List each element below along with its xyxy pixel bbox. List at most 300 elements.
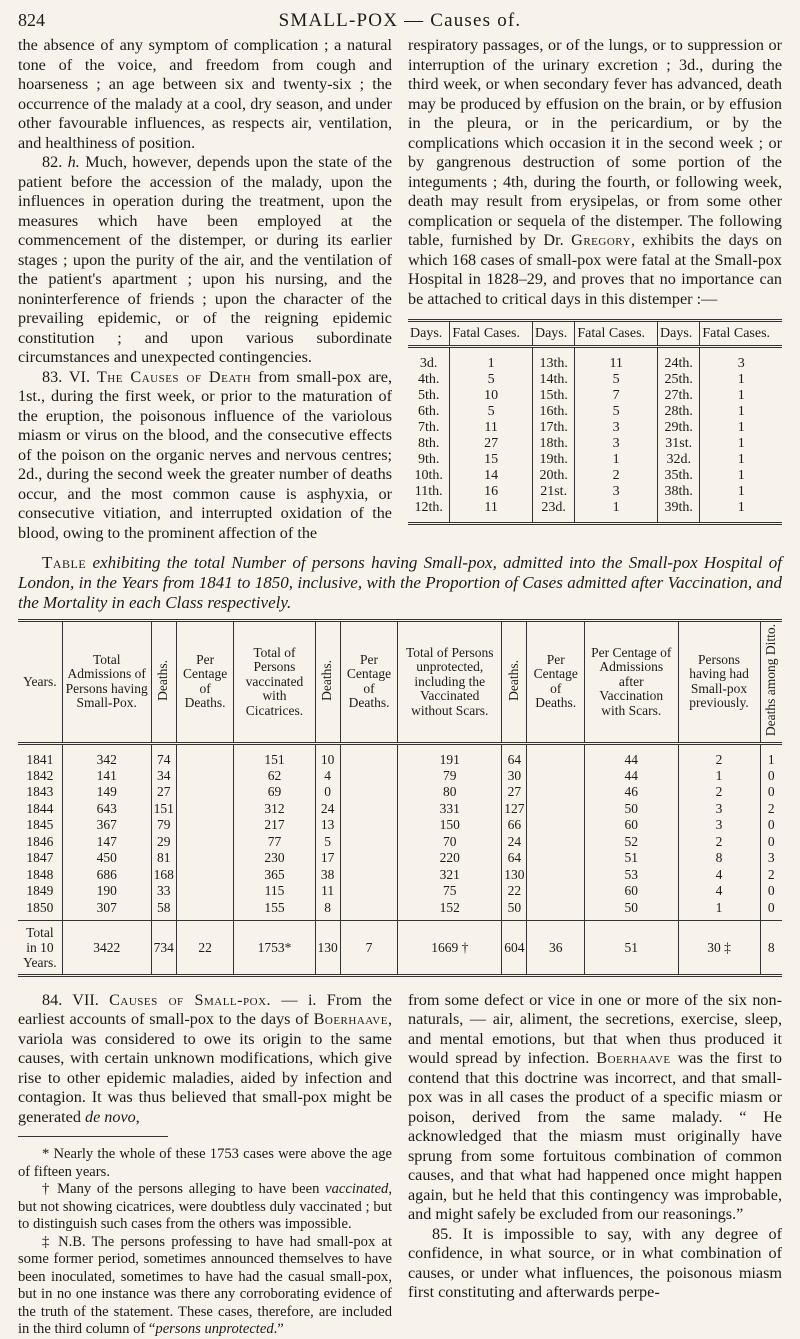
table-cell: 321 [398, 867, 502, 884]
table-cell: 15th. [532, 388, 574, 404]
table-cell: 1 [678, 768, 760, 785]
rotated-header-label: Deaths. [155, 659, 171, 701]
table-cell: 4 [678, 867, 760, 884]
table-cell: 127 [502, 801, 527, 818]
latin-term: de novo [84, 1107, 136, 1126]
table-cell [340, 784, 398, 801]
section-number: 83. VI. [42, 367, 90, 386]
table-cell: 5 [575, 372, 658, 388]
table-cell: Total in 10 Years. [18, 920, 62, 975]
table-cell [340, 743, 398, 768]
paragraph-text: was the first to contend that this doctrine was incorrect, and that small-pox was in all cases the product of a specific miasm or poison, derived from the same malady. “ He acknowledged that the miasm must originally have sprung from some fortuitous combination of common causes, and that what had happened once might happen again, but he held that this contingency was improbable, and might safely be excluded from our reasonings.” [408, 1049, 783, 1224]
section-heading: Causes of Small-pox. [109, 990, 272, 1009]
table-row [408, 500, 782, 524]
table-row [408, 452, 782, 468]
table-caption [18, 553, 782, 613]
table-row [18, 867, 782, 884]
footnote-1: * Nearly the whole of these 1753 cases were above the age of fifteen years. [18, 1146, 392, 1180]
admissions-table [18, 619, 782, 977]
table-row [408, 436, 782, 452]
column-header: Per Centage of Deaths. [176, 621, 234, 744]
table-cell: 11 [450, 420, 533, 436]
caption-head: Table [42, 553, 87, 572]
table-cell: 2 [767, 866, 775, 882]
table-cell: 307 [62, 900, 151, 921]
table-cell: 46 [584, 784, 678, 801]
table-cell: 7th. [408, 420, 450, 436]
table-cell: 10 [315, 743, 340, 768]
table-cell: 50 [584, 900, 678, 921]
table-cell: 1 [737, 436, 745, 451]
table-cell [340, 900, 398, 921]
author-name: Boerhaave [596, 1049, 671, 1068]
table-cell: 17 [315, 850, 340, 867]
table-cell: 4 [678, 883, 760, 900]
table-cell: 367 [62, 817, 151, 834]
table-cell: 1841 [18, 743, 62, 768]
table-cell: 450 [62, 850, 151, 867]
top-columns [18, 36, 782, 543]
table-cell: 365 [234, 867, 315, 884]
table-cell: 1850 [18, 900, 62, 921]
table-cell: 1846 [18, 834, 62, 851]
table-cell: 2 [575, 468, 658, 484]
table-header-row [408, 321, 782, 347]
table-cell: 152 [398, 900, 502, 921]
table-row [408, 404, 782, 420]
paragraph-text: It is impossible to say, with any degree of confidence, in what source, or in what combination of causes, or under what influences, the poisonous miasm first constituting and afterwards perpe- [408, 1224, 783, 1302]
table-cell: 2 [678, 834, 760, 851]
table-cell: 8th. [408, 436, 450, 452]
column-header [315, 621, 340, 744]
table-cell: 25th. [658, 372, 700, 388]
table-cell: 0 [767, 833, 775, 849]
table-cell: 66 [502, 817, 527, 834]
table-cell: 0 [767, 899, 775, 915]
table-cell: 604 [502, 920, 527, 975]
table-cell: 3422 [62, 920, 151, 975]
footnote-italic: persons unprotected [155, 1321, 274, 1338]
column-header: Fatal Cases. [700, 321, 782, 347]
table-cell [340, 867, 398, 884]
author-name: Boerhaave [313, 1010, 388, 1029]
table-cell: 1 [737, 484, 745, 499]
table-cell [340, 768, 398, 785]
table-cell: 1849 [18, 883, 62, 900]
table-cell: 130 [315, 920, 340, 975]
rotated-header-label: Deaths. [319, 659, 335, 701]
column-header: Fatal Cases. [575, 321, 658, 347]
table-row [18, 883, 782, 900]
table-cell: 3d. [408, 347, 450, 373]
table-cell: 149 [62, 784, 151, 801]
table-cell: 115 [234, 883, 315, 900]
table-cell [176, 801, 234, 818]
column-header: Per Centage of Deaths. [527, 621, 585, 744]
bottom-columns [18, 991, 782, 1339]
table-cell: 79 [398, 768, 502, 785]
paragraph-text: from small-pox are, 1st., during the first week, or prior to the maturation of the eruption, the poisonous influence of the variolous miasm or virus on the blood, and the consecutive effects of the poison on the organic nerves and nervous centres; 2d., during the second week the greater number of deaths occur, and the most common cause is asphyxia, or consecutive vitiation, and interrupted oxidation of the blood, owing to the prominent affection of the [18, 367, 393, 542]
table-row [408, 420, 782, 436]
table-cell [176, 883, 234, 900]
table-cell: 220 [398, 850, 502, 867]
table-cell: 11 [575, 347, 658, 373]
table-cell: 1 [678, 900, 760, 921]
table-row [18, 768, 782, 785]
table-cell: 1 [767, 751, 775, 767]
table-cell: 11 [315, 883, 340, 900]
table-cell: 17th. [532, 420, 574, 436]
table-cell: 3 [575, 484, 658, 500]
table-body [18, 743, 782, 975]
table-cell: 11 [450, 500, 533, 524]
section-heading: The Causes of Death [96, 367, 252, 386]
table-cell: 11th. [408, 484, 450, 500]
column-header [760, 621, 782, 744]
table-cell: 16 [450, 484, 533, 500]
table-cell [176, 817, 234, 834]
table-cell: 155 [234, 900, 315, 921]
table-cell: 19th. [532, 452, 574, 468]
table-cell: 22 [176, 920, 234, 975]
rotated-header-label: Deaths. [506, 659, 522, 701]
table-cell: 24 [502, 834, 527, 851]
table-cell: 33 [151, 883, 176, 900]
table-cell: 190 [62, 883, 151, 900]
table-cell: 1 [737, 452, 745, 467]
paragraph [408, 991, 782, 1225]
table-cell: 3 [575, 436, 658, 452]
table-cell: 75 [398, 883, 502, 900]
table-cell [340, 883, 398, 900]
footnote-rule [18, 1136, 168, 1137]
table-cell: 60 [584, 817, 678, 834]
table-cell: 141 [62, 768, 151, 785]
table-cell: 27 [151, 784, 176, 801]
paragraph-text: Much, however, depends upon the state of the patient before the accession of the malady, upon the influences in operation during the treatment, upon the measures which have been employed at the commencement of the distemper, or during its earlier stages ; upon the purity of the air, and the ventilation of the patient's apartment ; upon his nursing, and the noninterference of friends ; upon the character of the prevailing epidemic, or of the reigning epidemic constitution ; and upon various subordinate circumstances and unexpected contingencies. [18, 153, 393, 366]
table-cell: 38th. [658, 484, 700, 500]
table-cell: 30 ‡ [678, 920, 760, 975]
table-cell [527, 850, 585, 867]
table-cell: 27 [502, 784, 527, 801]
table-cell: 151 [151, 801, 176, 818]
table-cell: 3 [767, 850, 775, 866]
table-row [18, 784, 782, 801]
table-cell: 5th. [408, 388, 450, 404]
table-cell: 10th. [408, 468, 450, 484]
table-cell [527, 834, 585, 851]
table-header-row [18, 621, 782, 744]
table-cell: 643 [62, 801, 151, 818]
table-cell: 29th. [658, 420, 700, 436]
table-row [18, 850, 782, 867]
paragraph: the absence of any symptom of complication ; a natural tone of the voice, and freedom from cough and hoarseness ; an age between six and twenty-six ; the occurrence of the malady at a cool, dry season, and under other favourable influences, as respects air, ventilation, and healthiness of position. [18, 36, 392, 152]
table-cell: 27 [450, 436, 533, 452]
paragraph-85 [408, 1225, 782, 1303]
table-cell: 686 [62, 867, 151, 884]
column-header: Persons having had Small-pox previously. [678, 621, 760, 744]
table-cell: 1 [575, 500, 658, 524]
table-cell: 1843 [18, 784, 62, 801]
table-cell: 39th. [658, 500, 700, 524]
table-body [408, 347, 782, 524]
table-cell [176, 900, 234, 921]
table-cell: 6th. [408, 404, 450, 420]
table-cell: 50 [584, 801, 678, 818]
table-cell: 15 [450, 452, 533, 468]
table-cell: 5 [450, 404, 533, 420]
table-cell: 18th. [532, 436, 574, 452]
table-cell: 14th. [532, 372, 574, 388]
table-cell: 2 [767, 800, 775, 816]
table-cell: 3 [678, 817, 760, 834]
table-row [408, 388, 782, 404]
table-cell: 51 [584, 850, 678, 867]
paragraph-text: respiratory passages, or of the lungs, or to suppression or interruption of the urinary excretion ; 3d., during the third week, or when secondary fever has advanced, death may be produced by effusion on the brain, or by effusion in the pleura, or in the pericardium, or by the complications which occasion it in the second week ; or by gangrenous destruction of some portion of the integuments ; 4th, during the fourth, or following week, death may result from erysipelas, or from some other complication or sequela of the distemper. The following table, furnished by Dr. [408, 36, 782, 249]
section-number: 84. VII. [42, 990, 99, 1009]
table-cell: 12th. [408, 500, 450, 524]
table-cell: 1842 [18, 768, 62, 785]
table-cell: 3 [678, 801, 760, 818]
column-header [502, 621, 527, 744]
table-cell: 0 [767, 883, 775, 899]
table-cell: 74 [151, 743, 176, 768]
table-cell: 1 [737, 372, 745, 387]
table-cell: 81 [151, 850, 176, 867]
table-cell [176, 768, 234, 785]
table-row [408, 372, 782, 388]
table-cell: 31st. [658, 436, 700, 452]
table-cell [527, 784, 585, 801]
table-cell [340, 850, 398, 867]
section-number: 85. [432, 1224, 453, 1243]
table-cell: 1 [737, 404, 745, 419]
table-row [408, 347, 782, 373]
table-cell: 168 [151, 867, 176, 884]
footnote-italic: vaccinated [325, 1181, 389, 1198]
table-cell: 3 [737, 356, 745, 371]
table-cell [340, 801, 398, 818]
table-cell: 7 [340, 920, 398, 975]
footnote-text: .” [273, 1321, 284, 1338]
footnote-text: , but not showing cicatrices, were doubtless duly vaccinated ; but to distinguish such cases from the others was impossible. [18, 1181, 393, 1233]
table-cell: 30 [502, 768, 527, 785]
table-row [18, 834, 782, 851]
table-cell: 9th. [408, 452, 450, 468]
table-cell: 8 [760, 920, 782, 975]
column-header [151, 621, 176, 744]
table-cell: 27th. [658, 388, 700, 404]
footnote-text: † Many of the persons alleging to have been [42, 1181, 320, 1198]
table-cell: 1848 [18, 867, 62, 884]
punctuation: , [135, 1107, 140, 1126]
table-cell: 1 [737, 420, 745, 435]
table-cell: 14 [450, 468, 533, 484]
table-cell: 734 [151, 920, 176, 975]
paragraph-84 [18, 991, 392, 1128]
column-header: Total Admissions of Persons having Small-Pox. [62, 621, 151, 744]
caption-text: exhibiting the total Number of persons having Small-pox, admitted into the Small-pox Hospital of London, in the Years from 1841 to 1850, inclusive, with the Proportion of Cases admitted after Vaccination, and the Mortality in each Class respectively. [18, 553, 783, 612]
table-cell: 24 [315, 801, 340, 818]
page-header [18, 10, 782, 36]
table-cell: 58 [151, 900, 176, 921]
table-cell: 1 [737, 468, 745, 483]
table-cell [176, 784, 234, 801]
table-cell: 4th. [408, 372, 450, 388]
table-cell: 77 [234, 834, 315, 851]
author-name: Gregory [571, 231, 631, 249]
table-cell: 150 [398, 817, 502, 834]
table-cell: 52 [584, 834, 678, 851]
table-cell: 38 [315, 867, 340, 884]
table-cell: 8 [678, 850, 760, 867]
table-cell: 1 [575, 452, 658, 468]
table-cell: 1845 [18, 817, 62, 834]
column-header: Per Centage of Admissions after Vaccination with Scars. [584, 621, 678, 744]
table-cell: 147 [62, 834, 151, 851]
table-cell [527, 801, 585, 818]
table-row [18, 801, 782, 818]
table-cell: 79 [151, 817, 176, 834]
table-cell [527, 867, 585, 884]
table-cell: 0 [767, 817, 775, 833]
table-cell: 51 [584, 920, 678, 975]
left-column [18, 36, 392, 543]
table-cell: 217 [234, 817, 315, 834]
table-cell: 13 [315, 817, 340, 834]
footnote-3 [18, 1234, 392, 1339]
table-cell: 1753* [234, 920, 315, 975]
table-cell: 10 [450, 388, 533, 404]
table-row [18, 743, 782, 768]
table-cell [176, 743, 234, 768]
table-row [18, 817, 782, 834]
table-cell: 80 [398, 784, 502, 801]
table-cell: 64 [502, 743, 527, 768]
table-cell: 64 [502, 850, 527, 867]
table-cell: 1 [737, 388, 745, 403]
table-cell [527, 900, 585, 921]
table-cell: 5 [575, 404, 658, 420]
running-title: SMALL-POX — Causes of. [278, 10, 522, 31]
table-row [408, 484, 782, 500]
bottom-left-column [18, 991, 392, 1339]
paragraph-text: from some defect or vice in one or more of the six non-naturals, — air, aliment, the secretions, exercise, sleep, and mental emotions, but that when thus produced it would spread by infection. [408, 990, 782, 1068]
table-cell [527, 743, 585, 768]
table-cell: 23d. [532, 500, 574, 524]
table-cell: 312 [234, 801, 315, 818]
table-cell: 7 [575, 388, 658, 404]
table-cell: 1 [700, 500, 782, 524]
table-cell: 29 [151, 834, 176, 851]
table-row [408, 468, 782, 484]
table-cell: 1669 † [398, 920, 502, 975]
table-cell: 130 [502, 867, 527, 884]
bottom-right-column [408, 991, 782, 1339]
section-letter: h. [67, 153, 80, 171]
paragraph [408, 36, 782, 309]
table-cell: 50 [502, 900, 527, 921]
table-cell [340, 834, 398, 851]
table-cell: 44 [584, 743, 678, 768]
table-cell: 13th. [532, 347, 574, 373]
table-cell: 230 [234, 850, 315, 867]
rotated-header-label: Deaths among Ditto. [763, 624, 778, 737]
table-cell: 20th. [532, 468, 574, 484]
table-cell: 0 [315, 784, 340, 801]
table-cell [176, 867, 234, 884]
paragraph-82 [18, 153, 392, 368]
table-cell: 151 [234, 743, 315, 768]
table-cell: 331 [398, 801, 502, 818]
column-header: Per Centage of Deaths. [340, 621, 398, 744]
table-cell [527, 883, 585, 900]
table-cell: 34 [151, 768, 176, 785]
paragraph-text: , exhibits the days on which 168 cases of small-pox were fatal at the Small-pox Hospital in 1828–29, and proves that no importance can be attached to critical days in this distemper :— [408, 231, 782, 308]
column-header: Days. [408, 321, 450, 347]
table-cell: 62 [234, 768, 315, 785]
column-header: Fatal Cases. [450, 321, 533, 347]
column-header: Total of Persons unprotected, including the Vaccinated without Scars. [398, 621, 502, 744]
table-cell: 53 [584, 867, 678, 884]
table-cell: 342 [62, 743, 151, 768]
column-header: Days. [532, 321, 574, 347]
table-cell: 0 [767, 784, 775, 800]
table-cell: 69 [234, 784, 315, 801]
table-cell [176, 850, 234, 867]
table-cell: 16th. [532, 404, 574, 420]
table-cell: 21st. [532, 484, 574, 500]
table-cell [527, 768, 585, 785]
footnote-2 [18, 1181, 392, 1234]
table-cell: 32d. [658, 452, 700, 468]
column-header: Days. [658, 321, 700, 347]
table-cell: 70 [398, 834, 502, 851]
page-number: 824 [18, 10, 45, 30]
table-cell: 8 [315, 900, 340, 921]
table-cell: 3 [575, 420, 658, 436]
table-cell: 24th. [658, 347, 700, 373]
section-number: 82. [42, 153, 63, 171]
fatal-days-table [408, 319, 782, 525]
paragraph-text: , variola was considered to owe its origin to the same causes, with certain unknown modifications, which give rise to other epidemic maladies, aided by infection and contagion. It was thus believed that small-pox might be generated [18, 1010, 392, 1126]
table-cell [340, 817, 398, 834]
table-cell: 1 [450, 347, 533, 373]
paragraph-text: — i. From the earliest accounts of small-pox to the days of [18, 990, 392, 1029]
table-cell: 1847 [18, 850, 62, 867]
table-cell: 0 [767, 767, 775, 783]
table-cell [527, 817, 585, 834]
table-cell: 44 [584, 768, 678, 785]
table-cell: 28th. [658, 404, 700, 420]
table-cell: 2 [678, 784, 760, 801]
table-cell: 36 [527, 920, 585, 975]
footnote-text: ‡ N.B. The persons professing to have had small-pox at some former period, sometimes announced themselves to have been inoculated, sometimes to have had the casual small-pox, but in no one instance was there any corroborating evidence of the truth of the statement. These cases, therefore, are included in the third column of “ [18, 1233, 392, 1338]
table-cell: 2 [678, 743, 760, 768]
column-header: Total of Persons vaccinated with Cicatrices. [234, 621, 315, 744]
table-cell [176, 834, 234, 851]
table-total-row [18, 920, 782, 975]
right-column [408, 36, 782, 543]
table-cell: 4 [315, 768, 340, 785]
table-cell: 5 [315, 834, 340, 851]
table-cell: 22 [502, 883, 527, 900]
table-cell: 5 [450, 372, 533, 388]
table-cell: 1844 [18, 801, 62, 818]
column-header: Years. [18, 621, 62, 744]
table-cell: 35th. [658, 468, 700, 484]
table-cell: 60 [584, 883, 678, 900]
